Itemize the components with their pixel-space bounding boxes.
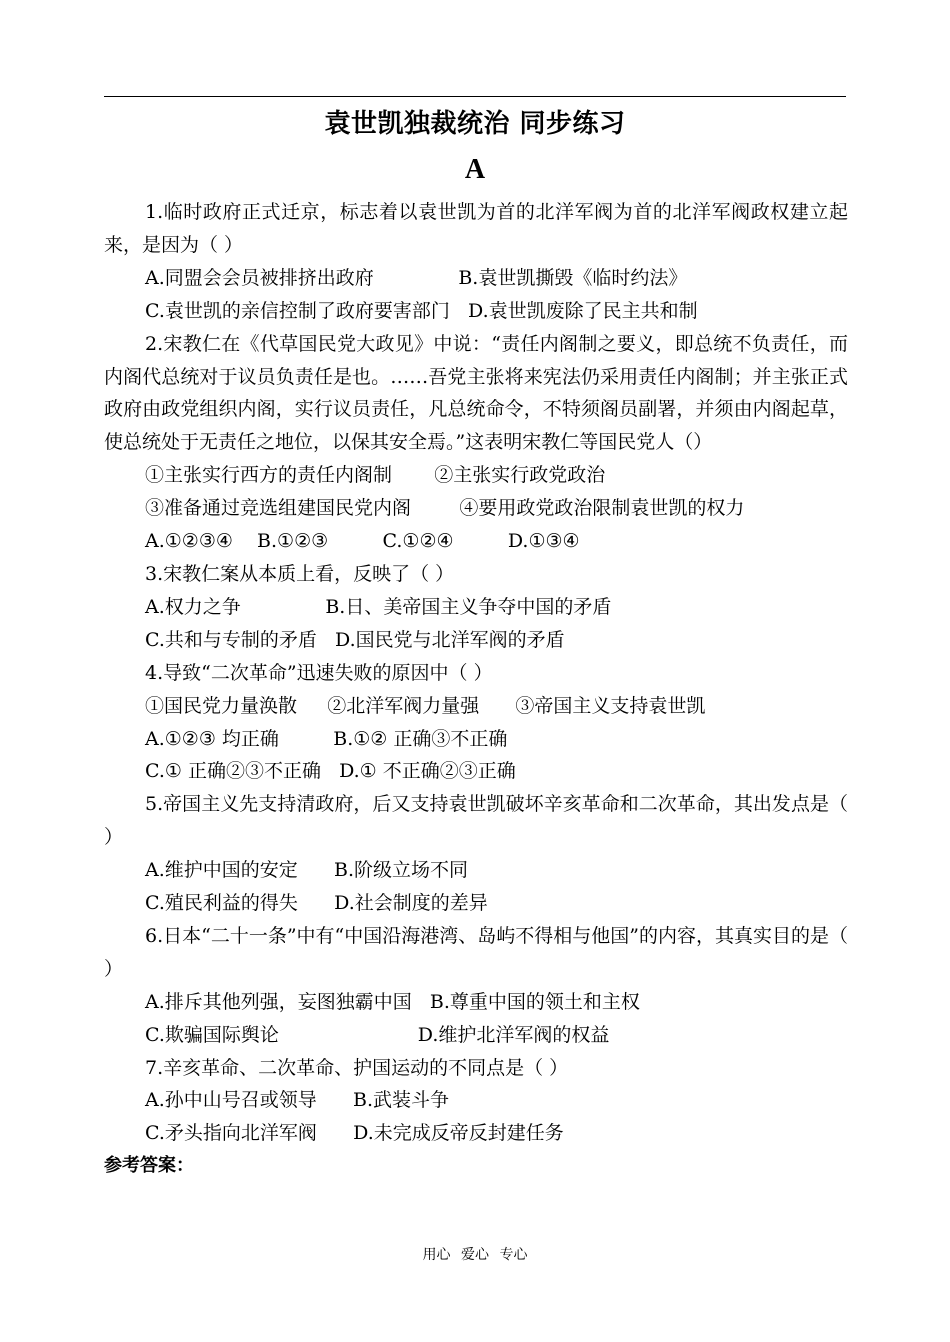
question-options: C.① 正确②③不正确 D.① 不正确②③正确	[145, 760, 516, 783]
question-stem: 7.辛亥革命、二次革命、护国运动的不同点是（ ）	[145, 1056, 569, 1079]
question-options: A.孙中山号召或领导 B.武装斗争	[145, 1089, 450, 1112]
question-options: A.排斥其他列强，妄图独霸中国 B.尊重中国的领土和主权	[145, 990, 640, 1013]
question-options: C.欺骗国际舆论 D.维护北洋军阀的权益	[145, 1023, 610, 1046]
question-options: A.①②③ 均正确 B.①② 正确③不正确	[145, 727, 508, 750]
question-options: C.殖民利益的得失 D.社会制度的差异	[145, 892, 488, 915]
question-stem: 2.宋教仁在《代草国民党大政见》中说：“责任内阁制之要义，即总统不负责任，而内阁代总统对于议员负责任是也。……吾党主张将来宪法仍采用责任内阁制；并主张正式政府由政党组织内阁，实行议员责任，凡总统命令，不特须阁员副署，并须由内阁起草，使总统处于无责任之地位，以保其安全焉。”这表明宋教仁等国民党人（）	[104, 332, 848, 454]
header-rule	[104, 96, 846, 97]
question-stem: 3.宋教仁案从本质上看，反映了（ ）	[145, 562, 455, 585]
question-options: ①主张实行西方的责任内阁制 ②主张实行政党政治	[145, 464, 606, 487]
question-stem: 4.导致“二次革命”迅速失败的原因中（ ）	[145, 661, 493, 684]
question-options: C.共和与专制的矛盾 D.国民党与北洋军阀的矛盾	[145, 628, 565, 651]
question-options: ③准备通过竞选组建国民党内阁 ④要用政党政治限制袁世凯的权力	[145, 497, 745, 520]
answer-heading: 参考答案：	[104, 1155, 194, 1177]
question-options: A.权力之争 B.日、美帝国主义争夺中国的矛盾	[145, 595, 612, 618]
question-stem: 5.帝国主义先支持清政府，后又支持袁世凯破坏辛亥革命和二次革命，其出发点是（ ）	[104, 793, 848, 849]
section-label: A	[464, 154, 486, 185]
question-options: A.①②③④ B.①②③ C.①②④ D.①③④	[145, 530, 580, 553]
document-title: 袁世凯独裁统治 同步练习	[324, 109, 626, 139]
question-stem: 1.临时政府正式迁京，标志着以袁世凯为首的北洋军阀为首的北洋军阀政权建立起来，是因为（ ）	[104, 201, 848, 256]
question-options: ①国民党力量涣散 ②北洋军阀力量强 ③帝国主义支持袁世凯	[145, 694, 706, 717]
question-options: A.同盟会会员被排挤出政府 B.袁世凯撕毁《临时约法》	[145, 266, 688, 289]
question-stem: 6.日本“二十一条”中有“中国沿海港湾、岛屿不得相与他国”的内容，其真实目的是（ ）	[104, 924, 848, 980]
question-options: C.矛头指向北洋军阀 D.未完成反帝反封建任务	[145, 1122, 564, 1145]
question-options: A.维护中国的安定 B.阶级立场不同	[145, 859, 469, 882]
question-options: C.袁世凯的亲信控制了政府要害部门 D.袁世凯废除了民主共和制	[145, 299, 698, 322]
page-footer: 用心 爱心 专心	[422, 1247, 528, 1263]
question-list	[104, 196, 848, 1183]
